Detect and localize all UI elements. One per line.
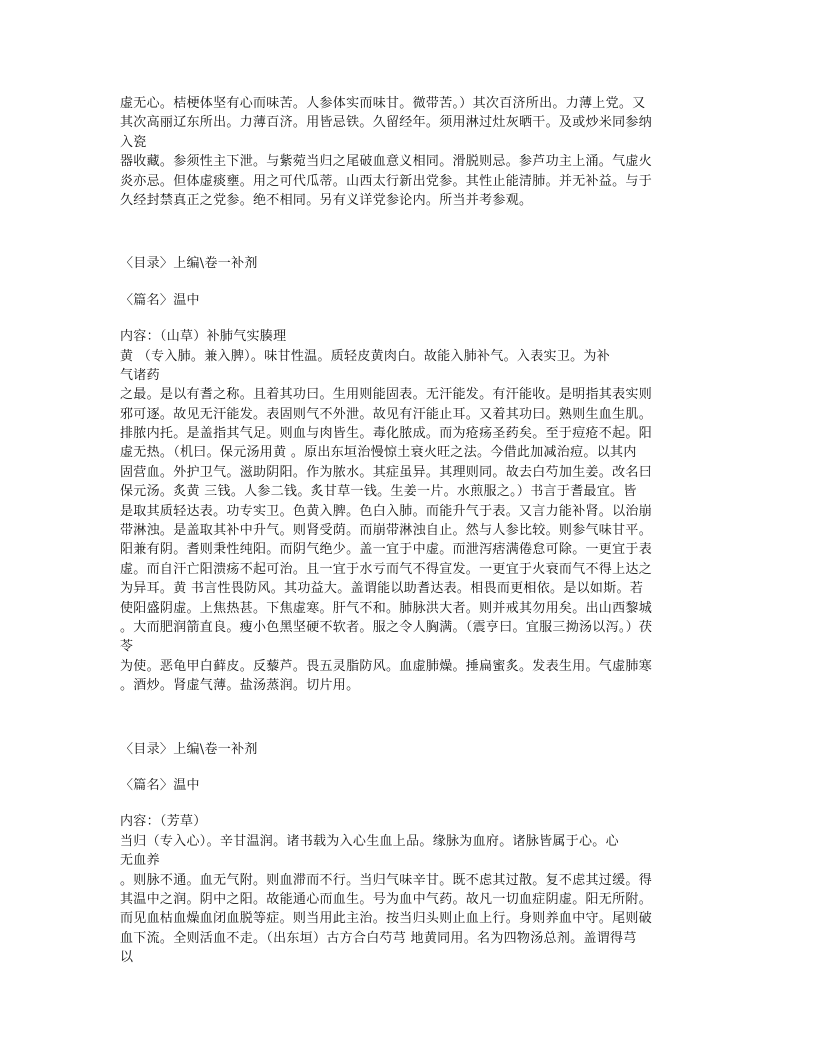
text-line: 阳兼有阴。耆则秉性纯阳。而阴气绝少。盖一宜于中虚。而泄泻痞满倦怠可除。一更宜于表 <box>120 542 653 558</box>
text-line: 当归（专入心）。辛甘温润。诸书载为入心生血上品。缘脉为血府。诸脉皆属于心。心 <box>120 833 619 849</box>
text-line: 而见血枯血燥血闭血脱等症。则当用此主治。按当归头则止血上行。身则养血中守。尾则破 <box>120 911 653 927</box>
text-line: 排脓内托。是盖指其气足。则血与肉皆生。毒化脓成。而为疮疡圣药矣。至于痘疮不起。阳 <box>120 426 653 442</box>
text-line: 其次高丽辽东所出。力薄百济。用皆忌铁。久留经年。须用淋过灶灰晒干。及或炒米同参纳 <box>120 115 653 131</box>
text-line: 为异耳。黄 书言性畏防风。其功益大。盖谓能以助耆达表。相畏而更相依。是以如斯。若 <box>120 581 644 597</box>
text-line: 固营血。外护卫气。滋助阴阳。作为脓水。其症虽异。其理则同。故去白芍加生姜。改名曰 <box>120 464 653 480</box>
catalog-heading: 〈目录〉上编\卷一补剂 <box>120 256 258 272</box>
text-line: 入瓷 <box>120 134 147 150</box>
text-line: 邪可逐。故见无汗能发。表固则气不外泄。故见有汗能止耳。又着其功曰。熟则生血生肌。 <box>120 406 653 422</box>
chapter-heading: 〈篇名〉温中 <box>120 292 200 308</box>
text-line: 虚无热。（机曰。保元汤用黄 。原出东垣治慢惊土衰火旺之法。今借此加减治痘。以其内 <box>120 445 637 461</box>
entry-danggui <box>120 740 696 968</box>
text-line: 是取其质轻达表。功专实卫。色黄入脾。色白入肺。而能升气于表。又言力能补肾。以治崩 <box>120 503 653 519</box>
text-line: 久经封禁真正之党参。绝不相同。另有义详党参论内。所当并考参观。 <box>120 192 533 208</box>
text-line: 使阳盛阴虚。上焦热甚。下焦虚寒。肝气不和。肺脉洪大者。则并戒其勿用矣。出山西黎城 <box>120 600 653 616</box>
text-line: 虚。而自汗亡阳溃疡不起可治。且一宜于水亏而气不得宣发。一更宜于火衰而气不得上达之 <box>120 561 653 577</box>
catalog-heading: 〈目录〉上编\卷一补剂 <box>120 741 258 757</box>
text-line: 之最。是以有耆之称。且着其功曰。生用则能固表。无汗能发。有汗能收。是明指其表实则 <box>120 387 653 403</box>
text-line: 保元汤。炙黄 三钱。人参二钱。炙甘草一钱。生姜一片。水煎服之。）书言于耆最宜。皆 <box>120 484 637 500</box>
text-line: 苓 <box>120 639 134 655</box>
text-block-ginseng <box>120 94 696 210</box>
text-line: 内容：（芳草） <box>120 814 207 830</box>
text-line: 以 <box>120 950 134 966</box>
text-line: 带淋浊。是盖取其补中升气。则肾受荫。而崩带淋浊自止。然与人参比较。则参气味甘平。 <box>120 523 653 539</box>
text-line: 。则脉不通。血无气附。则血滞而不行。当归气味辛甘。既不虑其过散。复不虑其过缓。得 <box>120 872 653 888</box>
text-line: 血下流。全则活血不走。（出东垣）古方合白芍芎 地黄同用。名为四物汤总剂。盖谓得芎 <box>120 930 637 946</box>
text-line: 气诸药 <box>120 367 160 383</box>
text-line: 无血养 <box>120 853 160 869</box>
text-line: 黄 （专入肺。兼入脾）。味甘性温。质轻皮黄肉白。故能入肺补气。入表实卫。为补 <box>120 348 611 364</box>
chapter-heading: 〈篇名〉温中 <box>120 777 200 793</box>
entry-huangqi <box>120 254 696 695</box>
text-line: 。酒炒。肾虚气薄。盐汤蒸润。切片用。 <box>120 678 360 694</box>
text-line: 为使。恶龟甲白藓皮。反藜芦。畏五灵脂防风。血虚肺燥。捶扁蜜炙。发表生用。气虚肺寒 <box>120 658 653 674</box>
text-line: 器收藏。参须性主下泄。与紫菀当归之尾破血意义相同。滑脱则忌。参芦功主上涌。气虚火 <box>120 154 653 170</box>
text-line: 。大而肥润箭直良。瘦小色黑坚硬不软者。服之令人胸满。（震亨曰。宜服三拗汤以泻。）茯 <box>120 619 653 635</box>
text-line: 内容：（山草）补肺气实腠理 <box>120 329 287 345</box>
text-line: 炎亦忌。但体虚痰壅。用之可代瓜蒂。山西太行新出党参。其性止能清肺。并无补益。与于 <box>120 173 653 189</box>
text-line: 虚无心。桔梗体坚有心而味苦。人参体实而味甘。微带苦。）其次百济所出。力薄上党。又 <box>120 96 646 111</box>
document-page <box>120 94 696 967</box>
text-line: 其温中之润。阴中之阳。故能通心而血生。号为血中气药。故凡一切血症阴虚。阳无所附。 <box>120 891 653 907</box>
